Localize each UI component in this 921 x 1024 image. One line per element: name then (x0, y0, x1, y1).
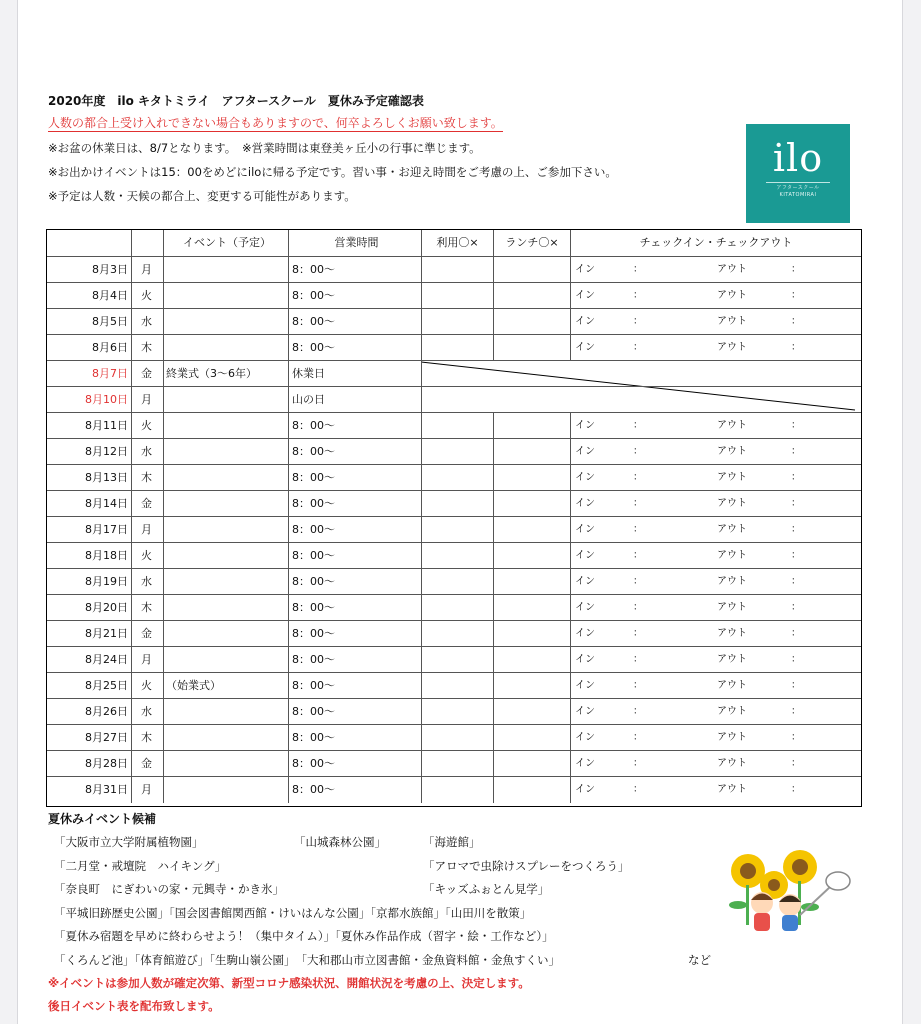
row-lunch-mark (493, 673, 570, 699)
row-day-of-week: 金 (131, 751, 163, 777)
checkout-colon: ： (791, 576, 801, 587)
checkin-colon: ： (633, 784, 643, 795)
checkout-colon: ： (791, 524, 801, 535)
header-hours: 営業時間 (288, 230, 421, 256)
checkin-colon: ： (633, 758, 643, 769)
checkout-label: アウト (717, 446, 747, 457)
checkin-label: イン (575, 602, 595, 613)
row-day-of-week: 火 (131, 543, 163, 569)
checkin-label: イン (575, 576, 595, 587)
row-day-of-week: 月 (131, 647, 163, 673)
checkin-colon: ： (633, 472, 643, 483)
row-event: 終業式（3～6年） (163, 361, 288, 387)
row-date: 8月27日 (85, 731, 128, 744)
row-date: 8月7日 (92, 367, 128, 380)
row-date: 8月18日 (85, 549, 128, 562)
candidate-item: 「夏休み宿題を早めに終わらせよう！（集中タイム）」「夏休み作品作成（習字・絵・工作など）」 (54, 929, 554, 943)
row-hours: 8：00～ (288, 621, 421, 647)
checkout-label: アウト (717, 420, 747, 431)
checkout-colon: ： (791, 472, 801, 483)
row-lunch-mark (493, 699, 570, 725)
checkin-colon: ： (633, 680, 643, 691)
checkin-label: イン (575, 680, 595, 691)
checkin-colon: ： (633, 628, 643, 639)
row-hours: 8：00～ (288, 283, 421, 309)
checkout-label: アウト (717, 290, 747, 301)
row-checkinout (570, 777, 861, 803)
checkin-label: イン (575, 290, 595, 301)
row-hours: 8：00～ (288, 751, 421, 777)
row-event (163, 335, 288, 361)
candidate-item: 「山城森林公園」 (294, 835, 386, 849)
row-day-of-week: 月 (131, 777, 163, 803)
row-hours: 8：00～ (288, 439, 421, 465)
row-day-of-week: 月 (131, 257, 163, 283)
table-row (47, 438, 861, 465)
row-hours: 8：00～ (288, 491, 421, 517)
checkout-colon: ： (791, 290, 801, 301)
row-date: 8月19日 (85, 575, 128, 588)
table-row (47, 776, 861, 803)
row-lunch-mark (493, 491, 570, 517)
row-day-of-week: 月 (131, 517, 163, 543)
row-date: 8月26日 (85, 705, 128, 718)
holiday-note: ※お盆の休業日は、8/7となります。 ※営業時間は東登美ヶ丘小の行事に準じます。 (48, 141, 481, 155)
row-hours: 8：00～ (288, 647, 421, 673)
row-day-of-week: 火 (131, 413, 163, 439)
row-hours: 8：00～ (288, 465, 421, 491)
checkout-label: アウト (717, 472, 747, 483)
row-checkinout (570, 439, 861, 465)
checkout-label: アウト (717, 498, 747, 509)
row-event (163, 309, 288, 335)
checkin-label: イン (575, 758, 595, 769)
row-lunch-mark (493, 621, 570, 647)
row-lunch-mark (493, 387, 570, 413)
checkout-colon: ： (791, 342, 801, 353)
row-lunch-mark (493, 439, 570, 465)
row-use-mark (421, 517, 493, 543)
schedule-table (46, 229, 862, 807)
row-lunch-mark (493, 777, 570, 803)
row-event (163, 517, 288, 543)
checkout-colon: ： (791, 550, 801, 561)
row-hours: 8：00～ (288, 777, 421, 803)
checkin-colon: ： (633, 576, 643, 587)
checkout-label: アウト (717, 576, 747, 587)
row-event (163, 413, 288, 439)
row-hours: 8：00～ (288, 725, 421, 751)
row-lunch-mark (493, 465, 570, 491)
row-use-mark (421, 465, 493, 491)
checkout-colon: ： (791, 264, 801, 275)
row-event (163, 257, 288, 283)
checkin-colon: ： (633, 446, 643, 457)
row-use-mark (421, 543, 493, 569)
table-row (47, 620, 861, 647)
event-decision-warning: ※イベントは参加人数が確定次第、新型コロナ感染状況、開館状況を考慮の上、決定します。 (48, 976, 530, 990)
row-date: 8月31日 (85, 783, 128, 796)
checkin-colon: ： (633, 550, 643, 561)
checkout-colon: ： (791, 602, 801, 613)
row-use-mark (421, 257, 493, 283)
checkin-colon: ： (633, 732, 643, 743)
header-event: イベント（予定） (163, 230, 288, 256)
header-checkinout: チェックイン・チェックアウト (570, 230, 861, 256)
checkin-label: イン (575, 498, 595, 509)
checkin-label: イン (575, 732, 595, 743)
row-hours: 8：00～ (288, 257, 421, 283)
row-lunch-mark (493, 751, 570, 777)
logo-divider (766, 182, 830, 183)
candidate-item: 「アロマで虫除けスプレーをつくろう」 (423, 859, 630, 873)
row-checkinout (570, 595, 861, 621)
row-hours: 山の日 (288, 387, 421, 413)
row-event (163, 569, 288, 595)
row-event (163, 465, 288, 491)
row-day-of-week: 金 (131, 621, 163, 647)
row-hours: 8：00～ (288, 413, 421, 439)
checkin-label: イン (575, 784, 595, 795)
row-checkinout (570, 309, 861, 335)
row-event (163, 621, 288, 647)
logo-word: ilo (772, 136, 824, 180)
row-checkinout (570, 283, 861, 309)
row-use-mark (421, 673, 493, 699)
checkout-colon: ： (791, 784, 801, 795)
row-event (163, 543, 288, 569)
row-checkinout (570, 335, 861, 361)
row-day-of-week: 火 (131, 283, 163, 309)
candidate-item: 「平城旧跡歴史公園」「国会図書館関西館・けいはんな公園」「京都水族館」「山田川を散策」 (54, 906, 532, 920)
row-day-of-week: 水 (131, 699, 163, 725)
logo-subtitle-en: KITATOMIRAI (779, 192, 817, 198)
event-candidates-title: 夏休みイベント候補 (48, 812, 157, 826)
row-date: 8月10日 (85, 393, 128, 406)
row-date: 8月4日 (92, 289, 128, 302)
checkin-label: イン (575, 264, 595, 275)
checkin-colon: ： (633, 290, 643, 301)
row-checkinout (570, 621, 861, 647)
row-checkinout (570, 673, 861, 699)
checkin-colon: ： (633, 706, 643, 717)
row-checkinout (570, 751, 861, 777)
row-checkinout (570, 257, 861, 283)
row-event (163, 751, 288, 777)
row-lunch-mark (493, 283, 570, 309)
checkout-label: アウト (717, 550, 747, 561)
checkout-label: アウト (717, 524, 747, 535)
checkin-label: イン (575, 706, 595, 717)
candidate-item: 「くろんど池」「体育館遊び」「生駒山嶺公園」 「大和郡山市立図書館・金魚資料館・金魚すくい」 (54, 953, 560, 967)
row-hours: 8：00～ (288, 309, 421, 335)
row-hours: 8：00～ (288, 595, 421, 621)
row-event (163, 699, 288, 725)
checkin-colon: ： (633, 420, 643, 431)
row-day-of-week: 水 (131, 569, 163, 595)
outing-note: ※お出かけイベントは15：00をめどにiloに帰る予定です。習い事・お迎え時間をご考慮の上、ご参加下さい。 (48, 165, 617, 179)
row-checkinout (570, 465, 861, 491)
row-checkinout (570, 413, 861, 439)
row-use-mark (421, 777, 493, 803)
checkin-label: イン (575, 420, 595, 431)
row-use-mark (421, 491, 493, 517)
row-event: （始業式） (163, 673, 288, 699)
table-row (47, 594, 861, 621)
checkin-label: イン (575, 550, 595, 561)
row-use-mark (421, 751, 493, 777)
row-use-mark (421, 335, 493, 361)
checkout-colon: ： (791, 680, 801, 691)
table-row (47, 516, 861, 543)
checkout-colon: ： (791, 420, 801, 431)
row-lunch-mark (493, 595, 570, 621)
row-checkinout (570, 361, 861, 387)
checkout-colon: ： (791, 628, 801, 639)
row-date: 8月24日 (85, 653, 128, 666)
checkout-label: アウト (717, 784, 747, 795)
table-row (47, 308, 861, 335)
row-checkinout (570, 699, 861, 725)
header-date (47, 230, 131, 256)
checkin-label: イン (575, 446, 595, 457)
candidate-etc: など (688, 953, 711, 967)
checkout-label: アウト (717, 654, 747, 665)
row-day-of-week: 水 (131, 309, 163, 335)
checkout-label: アウト (717, 628, 747, 639)
checkout-colon: ： (791, 316, 801, 327)
row-event (163, 491, 288, 517)
table-row (47, 646, 861, 673)
row-hours: 休業日 (288, 361, 421, 387)
table-row (47, 334, 861, 361)
row-lunch-mark (493, 569, 570, 595)
table-row (47, 282, 861, 309)
checkout-colon: ： (791, 446, 801, 457)
row-event (163, 777, 288, 803)
checkin-colon: ： (633, 316, 643, 327)
row-lunch-mark (493, 413, 570, 439)
row-lunch-mark (493, 257, 570, 283)
row-checkinout (570, 517, 861, 543)
candidate-item: 「奈良町 にぎわいの家・元興寺・かき氷」 (54, 882, 284, 896)
row-day-of-week: 木 (131, 465, 163, 491)
row-day-of-week: 木 (131, 335, 163, 361)
table-row (47, 256, 861, 283)
checkout-label: アウト (717, 316, 747, 327)
candidate-item: 「海遊館」 (423, 835, 481, 849)
row-day-of-week: 水 (131, 439, 163, 465)
checkout-label: アウト (717, 758, 747, 769)
checkout-label: アウト (717, 342, 747, 353)
checkout-label: アウト (717, 706, 747, 717)
checkout-label: アウト (717, 602, 747, 613)
checkin-label: イン (575, 342, 595, 353)
change-note: ※予定は人数・天候の都合上、変更する可能性があります。 (48, 189, 356, 203)
table-row (47, 412, 861, 439)
row-checkinout (570, 569, 861, 595)
table-row (47, 386, 861, 413)
row-hours: 8：00～ (288, 699, 421, 725)
row-event (163, 387, 288, 413)
logo-subtitle: アフタースクール (776, 185, 820, 191)
row-checkinout (570, 725, 861, 751)
row-use-mark (421, 309, 493, 335)
row-event (163, 439, 288, 465)
row-use-mark (421, 621, 493, 647)
document-page (17, 0, 903, 1024)
checkin-colon: ： (633, 524, 643, 535)
checkin-colon: ： (633, 498, 643, 509)
row-date: 8月5日 (92, 315, 128, 328)
row-event (163, 283, 288, 309)
row-date: 8月3日 (92, 263, 128, 276)
row-lunch-mark (493, 517, 570, 543)
sunflower-kids-illustration (718, 845, 858, 935)
checkout-colon: ： (791, 732, 801, 743)
row-date: 8月17日 (85, 523, 128, 536)
row-use-mark (421, 647, 493, 673)
checkin-label: イン (575, 654, 595, 665)
row-use-mark (421, 725, 493, 751)
document-title: 2020年度 ilo キタトミライ アフタースクール 夏休み予定確認表 (48, 94, 424, 108)
row-checkinout (570, 491, 861, 517)
row-event (163, 595, 288, 621)
row-hours: 8：00～ (288, 569, 421, 595)
candidate-item: 「二月堂・戒壇院 ハイキング」 (54, 859, 227, 873)
row-lunch-mark (493, 335, 570, 361)
row-use-mark (421, 699, 493, 725)
checkin-colon: ： (633, 654, 643, 665)
checkin-colon: ： (633, 342, 643, 353)
checkin-label: イン (575, 472, 595, 483)
row-use-mark (421, 387, 493, 413)
checkout-colon: ： (791, 498, 801, 509)
checkin-label: イン (575, 316, 595, 327)
checkout-label: アウト (717, 732, 747, 743)
row-checkinout (570, 647, 861, 673)
row-lunch-mark (493, 309, 570, 335)
row-date: 8月21日 (85, 627, 128, 640)
row-date: 8月13日 (85, 471, 128, 484)
checkout-label: アウト (717, 264, 747, 275)
row-day-of-week: 木 (131, 595, 163, 621)
row-date: 8月11日 (85, 419, 128, 432)
row-date: 8月14日 (85, 497, 128, 510)
header-use: 利用〇× (421, 230, 493, 256)
row-date: 8月28日 (85, 757, 128, 770)
table-row (47, 464, 861, 491)
checkin-label: イン (575, 628, 595, 639)
table-row (47, 672, 861, 699)
row-lunch-mark (493, 647, 570, 673)
table-row (47, 724, 861, 751)
row-use-mark (421, 361, 493, 387)
row-use-mark (421, 439, 493, 465)
row-event (163, 725, 288, 751)
table-row (47, 490, 861, 517)
table-row (47, 568, 861, 595)
row-checkinout (570, 543, 861, 569)
row-lunch-mark (493, 543, 570, 569)
table-header-row (47, 230, 861, 256)
table-row (47, 750, 861, 777)
row-day-of-week: 木 (131, 725, 163, 751)
row-hours: 8：00～ (288, 335, 421, 361)
row-day-of-week: 火 (131, 673, 163, 699)
row-use-mark (421, 595, 493, 621)
row-date: 8月25日 (85, 679, 128, 692)
table-row (47, 698, 861, 725)
checkout-label: アウト (717, 680, 747, 691)
table-row (47, 360, 861, 387)
row-day-of-week: 金 (131, 491, 163, 517)
row-day-of-week: 月 (131, 387, 163, 413)
checkout-colon: ： (791, 706, 801, 717)
checkin-colon: ： (633, 264, 643, 275)
table-row (47, 542, 861, 569)
row-use-mark (421, 413, 493, 439)
candidate-item: 「キッズふぉとん見学」 (423, 882, 550, 896)
row-date: 8月20日 (85, 601, 128, 614)
event-sheet-notice: 後日イベント表を配布致します。 (48, 999, 220, 1013)
row-event (163, 647, 288, 673)
ilo-logo (746, 124, 850, 223)
capacity-notice: 人数の都合上受け入れできない場合もありますので、何卒よろしくお願い致します。 (48, 116, 503, 130)
row-hours: 8：00～ (288, 543, 421, 569)
row-date: 8月12日 (85, 445, 128, 458)
checkin-label: イン (575, 524, 595, 535)
row-day-of-week: 金 (131, 361, 163, 387)
header-lunch: ランチ〇× (493, 230, 570, 256)
row-hours: 8：00～ (288, 517, 421, 543)
row-checkinout (570, 387, 861, 413)
checkout-colon: ： (791, 654, 801, 665)
header-dow (131, 230, 163, 256)
checkout-colon: ： (791, 758, 801, 769)
row-hours: 8：00～ (288, 673, 421, 699)
row-lunch-mark (493, 725, 570, 751)
row-lunch-mark (493, 361, 570, 387)
row-use-mark (421, 283, 493, 309)
row-date: 8月6日 (92, 341, 128, 354)
checkin-colon: ： (633, 602, 643, 613)
row-use-mark (421, 569, 493, 595)
candidate-item: 「大阪市立大学附属植物園」 (54, 835, 204, 849)
